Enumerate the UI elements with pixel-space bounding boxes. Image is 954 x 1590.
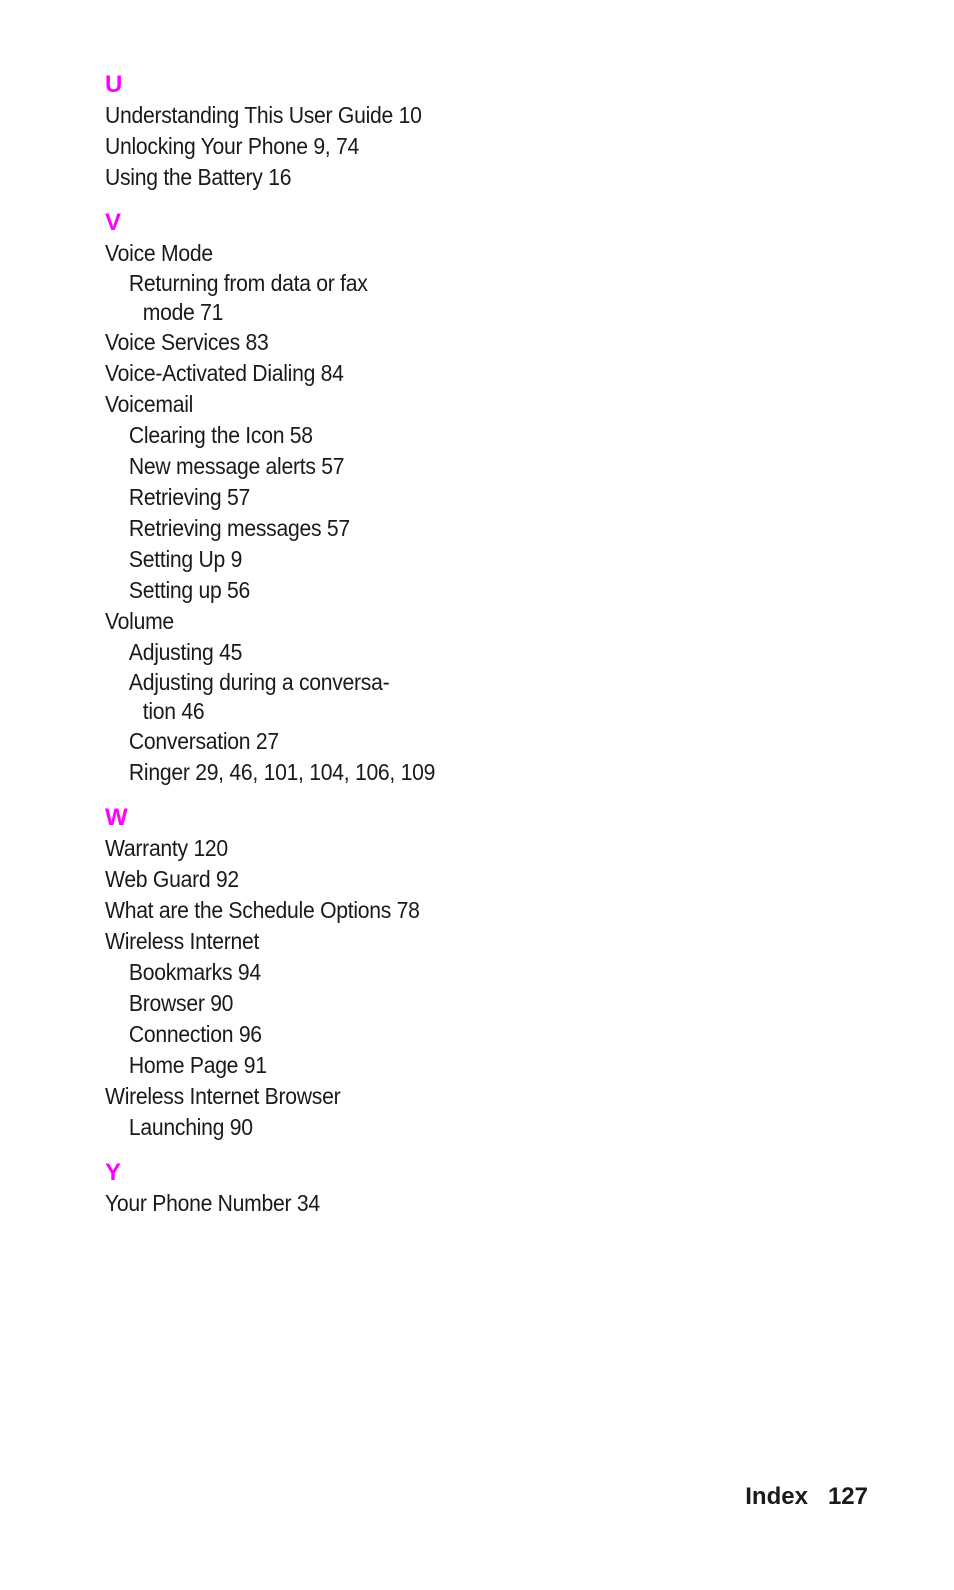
index-subentry: Retrieving messages 57 (128, 515, 350, 541)
index-subentry: Ringer 29, 46, 101, 104, 106, 109 (128, 759, 436, 785)
index-subentry: Clearing the Icon 58 (128, 422, 313, 448)
index-subentry: Adjusting during a conversa- (128, 669, 390, 695)
index-subentry-continuation: mode 71 (142, 299, 224, 325)
index-entry: Voice Services 83 (105, 329, 269, 355)
index-entry: What are the Schedule Options 78 (105, 897, 420, 923)
index-subentry: Adjusting 45 (128, 639, 243, 665)
index-subentry: Setting Up 9 (128, 546, 243, 572)
section-letter-v: V (105, 209, 122, 236)
index-entry: Using the Battery 16 (105, 164, 292, 190)
index-subentry: Home Page 91 (128, 1052, 267, 1078)
index-entry: Voice Mode (105, 240, 213, 266)
index-entry: Volume (105, 608, 174, 634)
index-entry: Understanding This User Guide 10 (105, 102, 422, 128)
section-letter-w: W (105, 804, 128, 831)
index-subentry: Returning from data or fax (128, 270, 368, 296)
page-number: 127 (827, 1483, 868, 1510)
index-subentry-continuation: tion 46 (142, 698, 205, 724)
index-subentry: Bookmarks 94 (128, 959, 261, 985)
index-entry: Voice-Activated Dialing 84 (105, 360, 344, 386)
index-subentry: Launching 90 (128, 1114, 253, 1140)
index-subentry: Setting up 56 (128, 577, 251, 603)
index-subentry: New message alerts 57 (128, 453, 345, 479)
index-entry: Web Guard 92 (105, 866, 239, 892)
section-letter-u: U (105, 71, 123, 98)
index-entry: Unlocking Your Phone 9, 74 (105, 133, 360, 159)
index-subentry: Connection 96 (128, 1021, 262, 1047)
index-subentry: Retrieving 57 (128, 484, 251, 510)
footer-section-label: Index (745, 1483, 808, 1510)
section-letter-y: Y (105, 1159, 122, 1186)
index-entry: Wireless Internet Browser (105, 1083, 341, 1109)
page-footer (745, 1482, 868, 1512)
index-column (105, 70, 505, 1219)
index-entry: Warranty 120 (105, 835, 228, 861)
index-subentry: Conversation 27 (128, 728, 279, 754)
index-entry: Your Phone Number 34 (105, 1190, 320, 1216)
index-subentry: Browser 90 (128, 990, 234, 1016)
index-entry: Voicemail (105, 391, 194, 417)
index-entry: Wireless Internet (105, 928, 260, 954)
